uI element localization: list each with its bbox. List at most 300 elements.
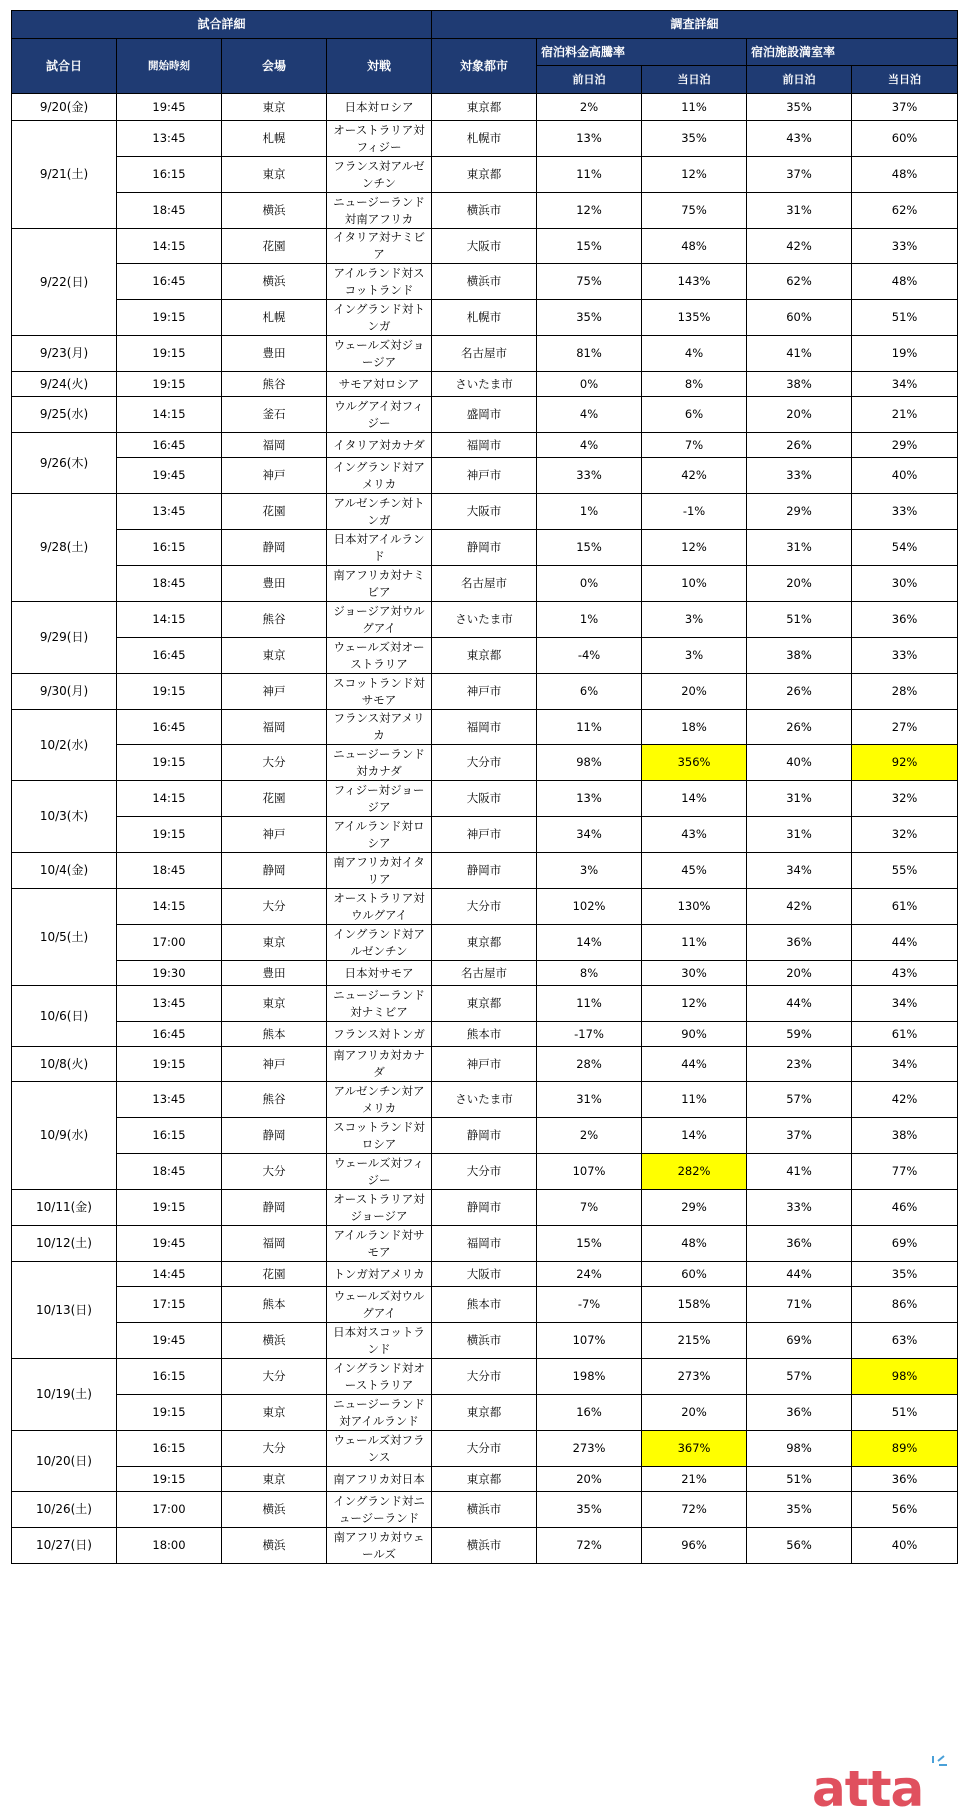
- price-prev-cell: 14%: [537, 925, 642, 961]
- price-day-cell: -1%: [642, 494, 747, 530]
- city-cell: さいたま市: [432, 372, 537, 397]
- start-time-cell: 14:15: [117, 781, 222, 817]
- price-prev-cell: 2%: [537, 1118, 642, 1154]
- city-cell: 東京都: [432, 638, 537, 674]
- match-date-cell: 10/3(木): [12, 781, 117, 853]
- price-prev-night-header: 前日泊: [537, 66, 642, 94]
- match-date-cell: 9/29(日): [12, 602, 117, 674]
- occ-day-cell: 32%: [852, 817, 958, 853]
- matchup-cell: フィジー対ジョージア: [327, 781, 432, 817]
- match-date-cell: 9/25(水): [12, 397, 117, 433]
- venue-cell: 東京: [222, 94, 327, 121]
- start-time-cell: 16:45: [117, 433, 222, 458]
- match-date-cell: 10/27(日): [12, 1528, 117, 1564]
- city-cell: 神戸市: [432, 1047, 537, 1082]
- table-row: [12, 458, 958, 494]
- occ-day-cell: 37%: [852, 94, 958, 121]
- occ-day-cell: 86%: [852, 1287, 958, 1323]
- table-row: [12, 157, 958, 193]
- occ-prev-cell: 26%: [747, 710, 852, 745]
- match-details-header: 試合詳細: [12, 11, 432, 39]
- matchup-cell: ニュージーランド対カナダ: [327, 745, 432, 781]
- occ-day-cell: 60%: [852, 121, 958, 157]
- price-day-cell: 158%: [642, 1287, 747, 1323]
- venue-cell: 大分: [222, 1431, 327, 1467]
- start-time-cell: 16:45: [117, 264, 222, 300]
- venue-cell: 熊本: [222, 1022, 327, 1047]
- price-prev-cell: 15%: [537, 530, 642, 566]
- price-prev-cell: 33%: [537, 458, 642, 494]
- start-time-cell: 14:15: [117, 397, 222, 433]
- occ-prev-cell: 60%: [747, 300, 852, 336]
- price-day-cell: 44%: [642, 1047, 747, 1082]
- start-time-cell: 17:00: [117, 925, 222, 961]
- occ-prev-cell: 51%: [747, 1467, 852, 1492]
- price-day-cell: 72%: [642, 1492, 747, 1528]
- venue-cell: 釜石: [222, 397, 327, 433]
- match-date-cell: 10/20(日): [12, 1431, 117, 1492]
- table-body: [12, 94, 958, 1564]
- price-day-cell: 18%: [642, 710, 747, 745]
- matchup-cell: ウルグアイ対フィジー: [327, 397, 432, 433]
- col-match-header: 対戦: [327, 39, 432, 94]
- price-prev-cell: 2%: [537, 94, 642, 121]
- table-row: [12, 336, 958, 372]
- venue-cell: 神戸: [222, 1047, 327, 1082]
- table-row: [12, 1395, 958, 1431]
- start-time-cell: 19:15: [117, 674, 222, 710]
- price-day-cell: 20%: [642, 674, 747, 710]
- venue-cell: 豊田: [222, 566, 327, 602]
- table-row: [12, 121, 958, 157]
- venue-cell: 静岡: [222, 853, 327, 889]
- venue-cell: 花園: [222, 229, 327, 264]
- city-cell: 名古屋市: [432, 566, 537, 602]
- occ-day-cell: 35%: [852, 1262, 958, 1287]
- city-cell: さいたま市: [432, 1082, 537, 1118]
- venue-cell: 神戸: [222, 817, 327, 853]
- city-cell: 大阪市: [432, 1262, 537, 1287]
- matchup-cell: アイルランド対サモア: [327, 1226, 432, 1262]
- start-time-cell: 16:45: [117, 638, 222, 674]
- matchup-cell: イングランド対アメリカ: [327, 458, 432, 494]
- occ-day-cell: 61%: [852, 1022, 958, 1047]
- city-cell: 東京都: [432, 94, 537, 121]
- table-row: [12, 1431, 958, 1467]
- occ-day-cell: 43%: [852, 961, 958, 986]
- matchup-cell: オーストラリア対ウルグアイ: [327, 889, 432, 925]
- match-date-cell: 10/26(土): [12, 1492, 117, 1528]
- col-city-header: 対象都市: [432, 39, 537, 94]
- city-cell: 大分市: [432, 1431, 537, 1467]
- table-row: [12, 1082, 958, 1118]
- occ-prev-cell: 33%: [747, 1190, 852, 1226]
- occ-prev-cell: 33%: [747, 458, 852, 494]
- match-date-cell: 9/21(土): [12, 121, 117, 229]
- venue-cell: 神戸: [222, 458, 327, 494]
- price-prev-cell: 35%: [537, 1492, 642, 1528]
- price-prev-cell: 13%: [537, 121, 642, 157]
- occ-prev-cell: 41%: [747, 336, 852, 372]
- city-cell: 静岡市: [432, 530, 537, 566]
- table-row: [12, 638, 958, 674]
- venue-cell: 大分: [222, 1154, 327, 1190]
- price-day-cell: 90%: [642, 1022, 747, 1047]
- price-day-cell: 30%: [642, 961, 747, 986]
- occ-day-cell: 36%: [852, 1467, 958, 1492]
- price-prev-cell: 107%: [537, 1154, 642, 1190]
- venue-cell: 静岡: [222, 530, 327, 566]
- table-row: [12, 674, 958, 710]
- table-row: [12, 1118, 958, 1154]
- price-prev-cell: 0%: [537, 566, 642, 602]
- occ-prev-cell: 29%: [747, 494, 852, 530]
- matchup-cell: イングランド対オーストラリア: [327, 1359, 432, 1395]
- table-row: [12, 1262, 958, 1287]
- atta-logo: atta: [812, 1760, 924, 1818]
- price-day-cell: 96%: [642, 1528, 747, 1564]
- matchup-cell: フランス対トンガ: [327, 1022, 432, 1047]
- occ-prev-cell: 57%: [747, 1082, 852, 1118]
- matchup-cell: トンガ対アメリカ: [327, 1262, 432, 1287]
- venue-cell: 豊田: [222, 336, 327, 372]
- match-date-cell: 10/13(日): [12, 1262, 117, 1359]
- occ-prev-cell: 35%: [747, 1492, 852, 1528]
- venue-cell: 花園: [222, 494, 327, 530]
- city-cell: 福岡市: [432, 433, 537, 458]
- occ-prev-cell: 37%: [747, 157, 852, 193]
- price-prev-cell: 11%: [537, 157, 642, 193]
- start-time-cell: 13:45: [117, 494, 222, 530]
- occ-prev-cell: 20%: [747, 566, 852, 602]
- start-time-cell: 19:45: [117, 1323, 222, 1359]
- matchup-cell: 南アフリカ対日本: [327, 1467, 432, 1492]
- venue-cell: 東京: [222, 638, 327, 674]
- venue-cell: 横浜: [222, 1492, 327, 1528]
- match-date-cell: 9/20(金): [12, 94, 117, 121]
- match-date-cell: 9/23(月): [12, 336, 117, 372]
- start-time-cell: 16:15: [117, 1431, 222, 1467]
- price-prev-cell: 11%: [537, 710, 642, 745]
- city-cell: 福岡市: [432, 1226, 537, 1262]
- occ-prev-cell: 37%: [747, 1118, 852, 1154]
- price-day-cell: 60%: [642, 1262, 747, 1287]
- occ-prev-night-header: 前日泊: [747, 66, 852, 94]
- occ-day-cell: 32%: [852, 781, 958, 817]
- venue-cell: 神戸: [222, 674, 327, 710]
- price-day-cell: 4%: [642, 336, 747, 372]
- venue-cell: 花園: [222, 781, 327, 817]
- city-cell: 札幌市: [432, 300, 537, 336]
- city-cell: 横浜市: [432, 1492, 537, 1528]
- matchup-cell: ジョージア対ウルグアイ: [327, 602, 432, 638]
- price-prev-cell: 75%: [537, 264, 642, 300]
- occ-day-cell: 89%: [852, 1431, 958, 1467]
- price-prev-cell: 198%: [537, 1359, 642, 1395]
- price-day-cell: 3%: [642, 602, 747, 638]
- city-cell: 大分市: [432, 745, 537, 781]
- price-surge-header: 宿泊料金高騰率: [537, 39, 747, 66]
- match-date-cell: 10/11(金): [12, 1190, 117, 1226]
- table-row: [12, 1154, 958, 1190]
- city-cell: 神戸市: [432, 458, 537, 494]
- start-time-cell: 13:45: [117, 121, 222, 157]
- start-time-cell: 17:00: [117, 1492, 222, 1528]
- table-row: [12, 1359, 958, 1395]
- start-time-cell: 18:00: [117, 1528, 222, 1564]
- matchup-cell: 南アフリカ対カナダ: [327, 1047, 432, 1082]
- matchup-cell: フランス対アルゼンチン: [327, 157, 432, 193]
- price-day-cell: 11%: [642, 94, 747, 121]
- matchup-cell: イタリア対カナダ: [327, 433, 432, 458]
- city-cell: さいたま市: [432, 602, 537, 638]
- start-time-cell: 19:45: [117, 1226, 222, 1262]
- price-prev-cell: 6%: [537, 674, 642, 710]
- table-row: [12, 1226, 958, 1262]
- city-cell: 静岡市: [432, 1190, 537, 1226]
- city-cell: 大分市: [432, 889, 537, 925]
- matchup-cell: 日本対スコットランド: [327, 1323, 432, 1359]
- match-date-cell: 9/22(日): [12, 229, 117, 336]
- price-day-cell: 21%: [642, 1467, 747, 1492]
- occ-prev-cell: 98%: [747, 1431, 852, 1467]
- matchup-cell: スコットランド対ロシア: [327, 1118, 432, 1154]
- price-prev-cell: 35%: [537, 300, 642, 336]
- matchup-cell: サモア対ロシア: [327, 372, 432, 397]
- city-cell: 東京都: [432, 157, 537, 193]
- city-cell: 札幌市: [432, 121, 537, 157]
- start-time-cell: 19:15: [117, 817, 222, 853]
- occ-day-cell: 33%: [852, 494, 958, 530]
- price-prev-cell: 273%: [537, 1431, 642, 1467]
- start-time-cell: 19:15: [117, 300, 222, 336]
- price-day-cell: 367%: [642, 1431, 747, 1467]
- price-day-cell: 11%: [642, 1082, 747, 1118]
- occ-prev-cell: 31%: [747, 781, 852, 817]
- start-time-cell: 13:45: [117, 986, 222, 1022]
- table-row: [12, 745, 958, 781]
- occ-day-night-header: 当日泊: [852, 66, 958, 94]
- venue-cell: 熊谷: [222, 372, 327, 397]
- price-prev-cell: 16%: [537, 1395, 642, 1431]
- table-row: [12, 1467, 958, 1492]
- occ-prev-cell: 20%: [747, 397, 852, 433]
- venue-cell: 熊谷: [222, 602, 327, 638]
- city-cell: 東京都: [432, 1395, 537, 1431]
- occ-prev-cell: 57%: [747, 1359, 852, 1395]
- table-row: [12, 817, 958, 853]
- price-day-cell: 43%: [642, 817, 747, 853]
- city-cell: 熊本市: [432, 1287, 537, 1323]
- venue-cell: 東京: [222, 986, 327, 1022]
- price-prev-cell: 11%: [537, 986, 642, 1022]
- matchup-cell: 日本対アイルランド: [327, 530, 432, 566]
- venue-cell: 大分: [222, 745, 327, 781]
- price-day-cell: 10%: [642, 566, 747, 602]
- price-prev-cell: 20%: [537, 1467, 642, 1492]
- occ-day-cell: 40%: [852, 458, 958, 494]
- match-date-cell: 10/4(金): [12, 853, 117, 889]
- occ-day-cell: 98%: [852, 1359, 958, 1395]
- match-date-cell: 10/2(水): [12, 710, 117, 781]
- table-row: [12, 372, 958, 397]
- city-cell: 静岡市: [432, 1118, 537, 1154]
- table-row: [12, 1528, 958, 1564]
- venue-cell: 大分: [222, 889, 327, 925]
- table-row: [12, 1323, 958, 1359]
- col-time-header: 開始時刻: [117, 39, 222, 94]
- city-cell: 大分市: [432, 1154, 537, 1190]
- table-row: [12, 925, 958, 961]
- occ-day-cell: 34%: [852, 372, 958, 397]
- table-row: [12, 193, 958, 229]
- occ-day-cell: 62%: [852, 193, 958, 229]
- city-cell: 神戸市: [432, 817, 537, 853]
- occ-day-cell: 61%: [852, 889, 958, 925]
- occ-day-cell: 33%: [852, 229, 958, 264]
- occ-prev-cell: 31%: [747, 530, 852, 566]
- occ-prev-cell: 59%: [747, 1022, 852, 1047]
- venue-cell: 横浜: [222, 264, 327, 300]
- match-date-cell: 9/24(火): [12, 372, 117, 397]
- start-time-cell: 18:45: [117, 853, 222, 889]
- price-prev-cell: 28%: [537, 1047, 642, 1082]
- occ-day-cell: 19%: [852, 336, 958, 372]
- price-day-cell: 12%: [642, 157, 747, 193]
- col-date-header: 試合日: [12, 39, 117, 94]
- survey-table: [11, 10, 958, 1564]
- price-day-cell: 8%: [642, 372, 747, 397]
- matchup-cell: ニュージーランド対アイルランド: [327, 1395, 432, 1431]
- match-date-cell: 10/8(火): [12, 1047, 117, 1082]
- table-row: [12, 710, 958, 745]
- match-date-cell: 9/30(月): [12, 674, 117, 710]
- start-time-cell: 19:45: [117, 94, 222, 121]
- table-row: [12, 494, 958, 530]
- occ-prev-cell: 44%: [747, 1262, 852, 1287]
- occ-day-cell: 77%: [852, 1154, 958, 1190]
- occ-prev-cell: 40%: [747, 745, 852, 781]
- price-day-cell: 7%: [642, 433, 747, 458]
- price-prev-cell: -7%: [537, 1287, 642, 1323]
- table-row: [12, 781, 958, 817]
- matchup-cell: 日本対ロシア: [327, 94, 432, 121]
- start-time-cell: 19:15: [117, 1190, 222, 1226]
- table-row: [12, 94, 958, 121]
- city-cell: 大阪市: [432, 781, 537, 817]
- match-date-cell: 10/12(土): [12, 1226, 117, 1262]
- occ-prev-cell: 26%: [747, 433, 852, 458]
- price-prev-cell: 107%: [537, 1323, 642, 1359]
- city-cell: 神戸市: [432, 674, 537, 710]
- price-prev-cell: 4%: [537, 397, 642, 433]
- start-time-cell: 19:15: [117, 372, 222, 397]
- venue-cell: 豊田: [222, 961, 327, 986]
- start-time-cell: 18:45: [117, 1154, 222, 1190]
- price-prev-cell: 15%: [537, 1226, 642, 1262]
- price-prev-cell: -4%: [537, 638, 642, 674]
- table-row: [12, 530, 958, 566]
- occ-day-cell: 34%: [852, 1047, 958, 1082]
- table-row: [12, 1287, 958, 1323]
- occ-day-cell: 46%: [852, 1190, 958, 1226]
- price-prev-cell: 7%: [537, 1190, 642, 1226]
- occ-prev-cell: 20%: [747, 961, 852, 986]
- occ-prev-cell: 36%: [747, 1395, 852, 1431]
- match-date-cell: 10/9(水): [12, 1082, 117, 1190]
- occ-day-cell: 92%: [852, 745, 958, 781]
- price-prev-cell: 34%: [537, 817, 642, 853]
- matchup-cell: スコットランド対サモア: [327, 674, 432, 710]
- price-prev-cell: 102%: [537, 889, 642, 925]
- occupancy-header: 宿泊施設満室率: [747, 39, 958, 66]
- occ-prev-cell: 36%: [747, 1226, 852, 1262]
- price-day-cell: 273%: [642, 1359, 747, 1395]
- start-time-cell: 14:15: [117, 602, 222, 638]
- matchup-cell: ニュージーランド対ナミビア: [327, 986, 432, 1022]
- start-time-cell: 16:15: [117, 530, 222, 566]
- occ-prev-cell: 36%: [747, 925, 852, 961]
- start-time-cell: 16:15: [117, 157, 222, 193]
- price-prev-cell: 24%: [537, 1262, 642, 1287]
- venue-cell: 札幌: [222, 300, 327, 336]
- matchup-cell: アルゼンチン対トンガ: [327, 494, 432, 530]
- price-prev-cell: 15%: [537, 229, 642, 264]
- venue-cell: 福岡: [222, 1226, 327, 1262]
- start-time-cell: 19:45: [117, 458, 222, 494]
- occ-prev-cell: 51%: [747, 602, 852, 638]
- start-time-cell: 18:45: [117, 566, 222, 602]
- occ-prev-cell: 41%: [747, 1154, 852, 1190]
- price-day-cell: 3%: [642, 638, 747, 674]
- logo-accent-icon: [930, 1753, 950, 1767]
- venue-cell: 東京: [222, 157, 327, 193]
- occ-prev-cell: 38%: [747, 638, 852, 674]
- matchup-cell: 南アフリカ対ナミビア: [327, 566, 432, 602]
- table-row: [12, 961, 958, 986]
- occ-prev-cell: 23%: [747, 1047, 852, 1082]
- city-cell: 横浜市: [432, 1528, 537, 1564]
- price-day-cell: 135%: [642, 300, 747, 336]
- city-cell: 福岡市: [432, 710, 537, 745]
- table-row: [12, 300, 958, 336]
- matchup-cell: アルゼンチン対アメリカ: [327, 1082, 432, 1118]
- occ-day-cell: 54%: [852, 530, 958, 566]
- start-time-cell: 16:15: [117, 1359, 222, 1395]
- table-row: [12, 264, 958, 300]
- venue-cell: 横浜: [222, 193, 327, 229]
- occ-prev-cell: 56%: [747, 1528, 852, 1564]
- price-day-cell: 42%: [642, 458, 747, 494]
- price-day-night-header: 当日泊: [642, 66, 747, 94]
- price-prev-cell: 0%: [537, 372, 642, 397]
- occ-prev-cell: 69%: [747, 1323, 852, 1359]
- matchup-cell: イングランド対ニュージーランド: [327, 1492, 432, 1528]
- price-prev-cell: 1%: [537, 602, 642, 638]
- matchup-cell: フランス対アメリカ: [327, 710, 432, 745]
- venue-cell: 札幌: [222, 121, 327, 157]
- occ-day-cell: 51%: [852, 300, 958, 336]
- occ-day-cell: 69%: [852, 1226, 958, 1262]
- price-prev-cell: 3%: [537, 853, 642, 889]
- city-cell: 大阪市: [432, 229, 537, 264]
- table-row: [12, 602, 958, 638]
- matchup-cell: イングランド対アルゼンチン: [327, 925, 432, 961]
- occ-day-cell: 51%: [852, 1395, 958, 1431]
- start-time-cell: 17:15: [117, 1287, 222, 1323]
- city-cell: 名古屋市: [432, 961, 537, 986]
- match-date-cell: 10/6(日): [12, 986, 117, 1047]
